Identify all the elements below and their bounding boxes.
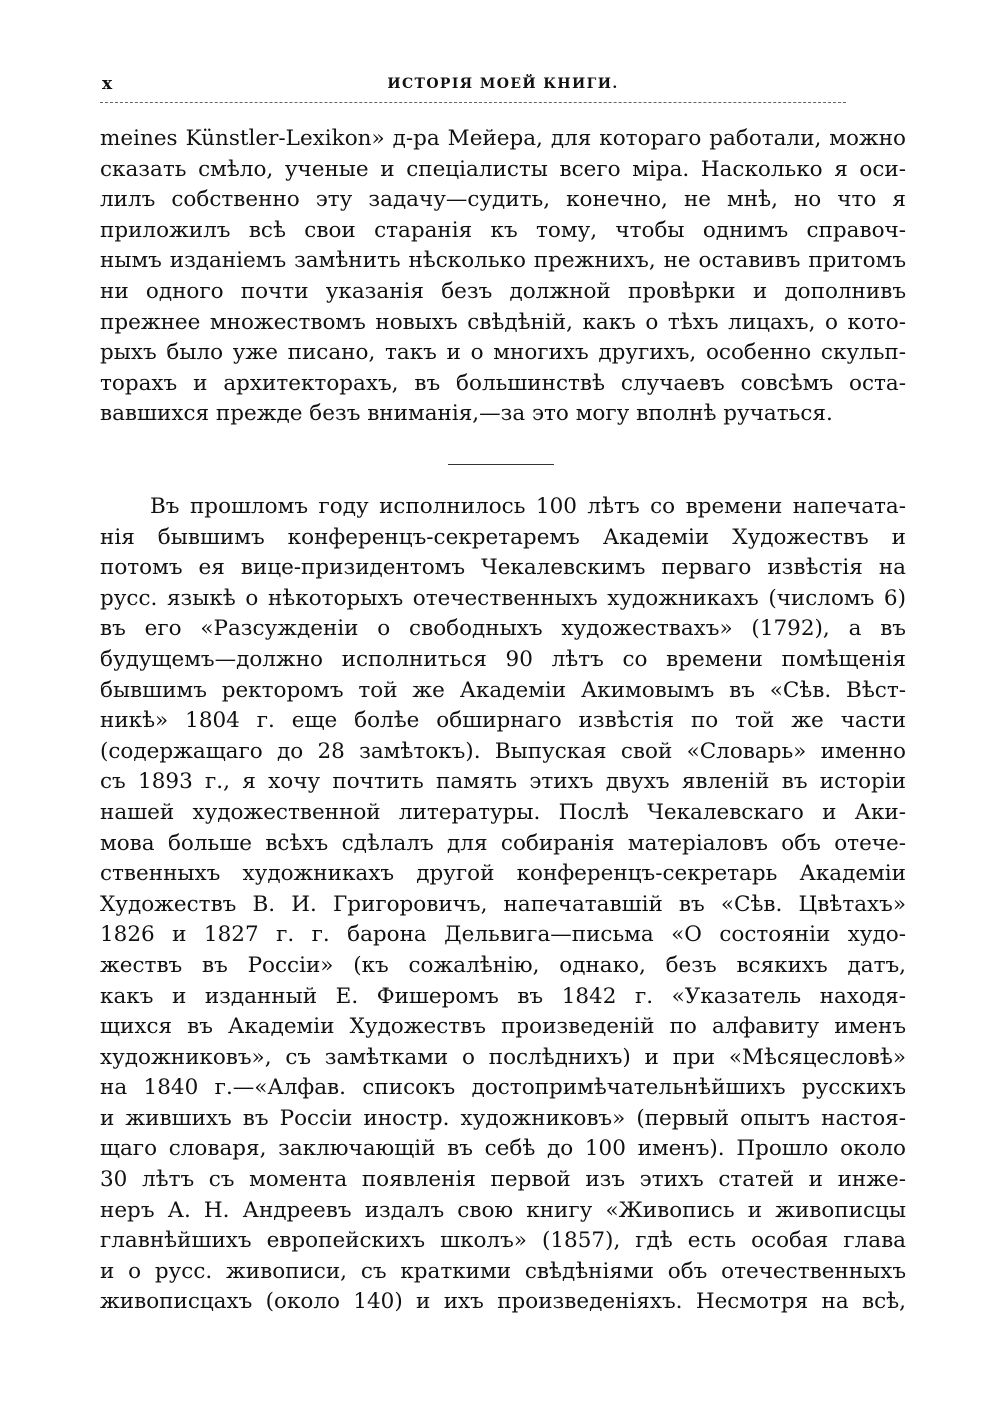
text-line: вавшихся прежде безъ вниманія,—за это могу вполнѣ ручаться.	[100, 401, 833, 427]
text-line: неръ А. Н. Андреевъ издалъ свою книгу «Живопись и живописцы	[100, 1197, 906, 1223]
text-line: Въ прошломъ году исполнилось 100 лѣтъ со времени напечата-	[150, 494, 906, 519]
text-line: на 1840 г.—«Алфав. списокъ достопримѣчательнѣйшихъ русскихъ	[100, 1075, 906, 1101]
text-line: 1826 и 1827 г. г. барона Дельвига—письма «О состояніи худо-	[100, 922, 906, 948]
page-number: x	[102, 74, 114, 94]
text-line: и жившихъ въ Россіи иностр. художниковъ» (первый опытъ настоя-	[100, 1105, 906, 1131]
text-line: нымъ изданіемъ замѣнить нѣсколько прежнихъ, не оставивъ притомъ	[100, 248, 906, 274]
paragraph-2	[100, 492, 906, 1318]
text-line: нія бывшимъ конференцъ-секретаремъ Академіи Художествъ и	[100, 524, 906, 550]
text-line: торахъ и архитекторахъ, въ большинствѣ случаевъ совсѣмъ оста-	[100, 370, 906, 396]
text-line: потомъ ея вице-призидентомъ Чекалевскимъ перваго извѣстія на	[100, 555, 906, 581]
paragraph-1	[100, 124, 906, 430]
text-line: meines Künstler-Lexikon» д-ра Мейера, для котораго работали, можно	[100, 126, 906, 151]
text-line: 30 лѣтъ съ момента появленія первой изъ этихъ статей и инже-	[100, 1167, 906, 1193]
text-line: художниковъ», съ замѣтками о послѣднихъ) и при «Мѣсяцесловѣ»	[100, 1044, 906, 1070]
text-line: нашей художественной литературы. Послѣ Чекалевскаго и Аки-	[100, 799, 906, 825]
running-head	[100, 74, 906, 98]
text-line: въ его «Разсужденіи о свободныхъ художествахъ» (1792), а въ	[100, 616, 906, 642]
text-line: ни одного почти указанія безъ должной провѣрки и дополнивъ	[100, 278, 906, 304]
text-line: щихся въ Академіи Художествъ произведеній по алфавиту именъ	[100, 1014, 906, 1040]
text-line: русс. языкѣ о нѣкоторыхъ отечественныхъ художникахъ (числомъ 6)	[100, 585, 906, 611]
text-line: (содержащаго до 28 замѣтокъ). Выпуская свой «Словарь» именно	[100, 738, 906, 764]
text-line: живописцахъ (около 140) и ихъ произведеніяхъ. Несмотря на всѣ,	[100, 1289, 906, 1315]
text-line: сказать смѣло, ученые и спеціалисты всего міра. Насколько я оси-	[100, 156, 906, 182]
text-line: бывшимъ ректоромъ той же Академіи Акимовымъ въ «Сѣв. Вѣст-	[100, 677, 906, 703]
header-rule	[100, 102, 846, 103]
text-line: Художествъ В. И. Григоровичъ, напечатавшій въ «Сѣв. Цвѣтахъ»	[100, 891, 906, 917]
text-line: никѣ» 1804 г. еще болѣе обширнаго извѣстія по той же части	[100, 708, 906, 734]
text-line: прежнее множествомъ новыхъ свѣдѣній, какъ о тѣхъ лицахъ, о кото-	[100, 309, 906, 335]
text-line: и о русс. живописи, съ краткими свѣдѣніями объ отечественныхъ	[100, 1258, 906, 1284]
text-line: главнѣйшихъ европейскихъ школъ» (1857), гдѣ есть особая глава	[100, 1228, 906, 1254]
text-line: лилъ собственно эту задачу—судить, конечно, не мнѣ, но что я	[100, 187, 906, 213]
running-title: ИСТОРІЯ МОЕЙ КНИГИ.	[387, 76, 619, 92]
section-divider	[448, 464, 554, 465]
text-line: съ 1893 г., я хочу почтить память этихъ двухъ явленій въ исторіи	[100, 769, 906, 795]
text-line: какъ и изданный Е. Фишеромъ въ 1842 г. «Указатель находя-	[100, 983, 906, 1009]
text-line: ственныхъ художникахъ другой конференцъ-секретарь Академіи	[100, 861, 906, 887]
text-line: мова больше всѣхъ сдѣлалъ для собиранія матеріаловъ объ отече-	[100, 830, 906, 856]
text-line: жествъ въ Россіи» (къ сожалѣнію, однако, безъ всякихъ датъ,	[100, 952, 906, 978]
book-page	[100, 0, 906, 1424]
text-line: рыхъ было уже писано, такъ и о многихъ другихъ, особенно скульп-	[100, 340, 906, 366]
text-line: будущемъ—должно исполниться 90 лѣтъ со времени помѣщенія	[100, 646, 906, 672]
text-line: щаго словаря, заключающій въ себѣ до 100 именъ). Прошло около	[100, 1136, 906, 1162]
text-line: приложилъ всѣ свои старанія къ тому, чтобы однимъ справоч-	[100, 217, 906, 243]
